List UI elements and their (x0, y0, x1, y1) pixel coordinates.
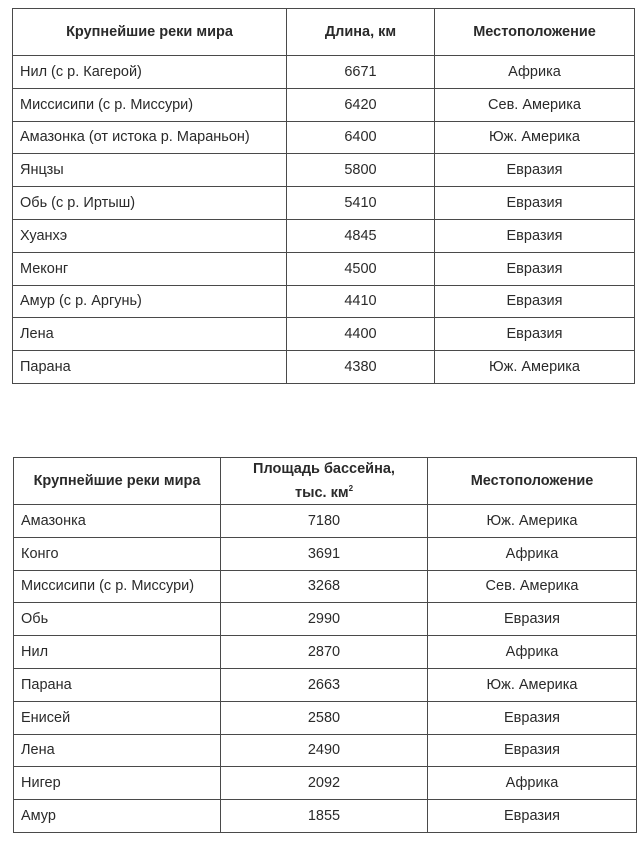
table-row (13, 154, 635, 187)
header-location: Местоположение (435, 9, 635, 56)
table-row (13, 318, 635, 351)
header-basin-unit-sup: 2 (348, 484, 354, 493)
header-river: Крупнейшие реки мира (13, 9, 287, 56)
table-row (14, 636, 637, 669)
length-cell: 5410 (287, 187, 435, 220)
header-length: Длина, км (287, 9, 435, 56)
length-cell: 5800 (287, 154, 435, 187)
river-name-cell: Амур (14, 800, 221, 833)
location-cell: Юж. Америка (428, 505, 637, 538)
location-cell: Евразия (435, 187, 635, 220)
river-name-cell: Миссисипи (с р. Миссури) (13, 88, 287, 121)
river-name-cell: Хуанхэ (13, 219, 287, 252)
location-cell: Африка (428, 636, 637, 669)
header-river: Крупнейшие реки мира (14, 458, 221, 505)
header-location: Местоположение (428, 458, 637, 505)
basin-area-cell: 2990 (221, 603, 428, 636)
river-name-cell: Обь (с р. Иртыш) (13, 187, 287, 220)
location-cell: Африка (428, 767, 637, 800)
table-row (14, 603, 637, 636)
basin-area-cell: 2490 (221, 734, 428, 767)
header-basin-unit: тыс. км (294, 485, 349, 501)
table-row (13, 187, 635, 220)
length-cell: 6420 (287, 88, 435, 121)
river-name-cell: Парана (14, 668, 221, 701)
table-row (13, 88, 635, 121)
table-row (14, 701, 637, 734)
header-basin-area (221, 458, 428, 505)
location-cell: Евразия (435, 285, 635, 318)
basin-area-cell: 7180 (221, 505, 428, 538)
river-name-cell: Амур (с р. Аргунь) (13, 285, 287, 318)
river-name-cell: Конго (14, 537, 221, 570)
table-row (13, 252, 635, 285)
table-row (14, 570, 637, 603)
location-cell: Африка (435, 56, 635, 89)
river-name-cell: Лена (13, 318, 287, 351)
basin-area-cell: 2580 (221, 701, 428, 734)
river-name-cell: Миссисипи (с р. Миссури) (14, 570, 221, 603)
location-cell: Сев. Америка (435, 88, 635, 121)
location-cell: Юж. Америка (435, 121, 635, 154)
river-name-cell: Обь (14, 603, 221, 636)
basin-area-cell: 2663 (221, 668, 428, 701)
table-row (14, 767, 637, 800)
table-row (13, 285, 635, 318)
location-cell: Евразия (428, 603, 637, 636)
location-cell: Евразия (435, 154, 635, 187)
river-name-cell: Нигер (14, 767, 221, 800)
length-cell: 4845 (287, 219, 435, 252)
length-cell: 4500 (287, 252, 435, 285)
location-cell: Африка (428, 537, 637, 570)
length-cell: 4410 (287, 285, 435, 318)
river-name-cell: Енисей (14, 701, 221, 734)
location-cell: Сев. Америка (428, 570, 637, 603)
rivers-length-table (12, 8, 635, 384)
table-row (13, 219, 635, 252)
river-name-cell: Амазонка (от истока р. Мараньон) (13, 121, 287, 154)
table-row (13, 351, 635, 384)
river-name-cell: Янцзы (13, 154, 287, 187)
location-cell: Евразия (428, 701, 637, 734)
table-row (13, 121, 635, 154)
rivers-basin-table (13, 457, 637, 833)
length-cell: 4380 (287, 351, 435, 384)
location-cell: Евразия (428, 800, 637, 833)
location-cell: Евразия (428, 734, 637, 767)
river-name-cell: Лена (14, 734, 221, 767)
location-cell: Юж. Америка (435, 351, 635, 384)
location-cell: Евразия (435, 219, 635, 252)
basin-area-cell: 2870 (221, 636, 428, 669)
river-name-cell: Нил (с р. Кагерой) (13, 56, 287, 89)
basin-area-cell: 3268 (221, 570, 428, 603)
header-basin-label: Площадь бассейна, (253, 461, 395, 477)
length-cell: 4400 (287, 318, 435, 351)
table-row (14, 800, 637, 833)
river-name-cell: Амазонка (14, 505, 221, 538)
header-row (14, 458, 637, 505)
length-cell: 6671 (287, 56, 435, 89)
length-cell: 6400 (287, 121, 435, 154)
table-row (13, 56, 635, 89)
basin-area-cell: 1855 (221, 800, 428, 833)
table-row (14, 668, 637, 701)
header-row (13, 9, 635, 56)
river-name-cell: Нил (14, 636, 221, 669)
basin-area-cell: 2092 (221, 767, 428, 800)
table-row (14, 537, 637, 570)
location-cell: Евразия (435, 318, 635, 351)
location-cell: Юж. Америка (428, 668, 637, 701)
table-row (14, 734, 637, 767)
table-row (14, 505, 637, 538)
river-name-cell: Меконг (13, 252, 287, 285)
river-name-cell: Парана (13, 351, 287, 384)
location-cell: Евразия (435, 252, 635, 285)
basin-area-cell: 3691 (221, 537, 428, 570)
